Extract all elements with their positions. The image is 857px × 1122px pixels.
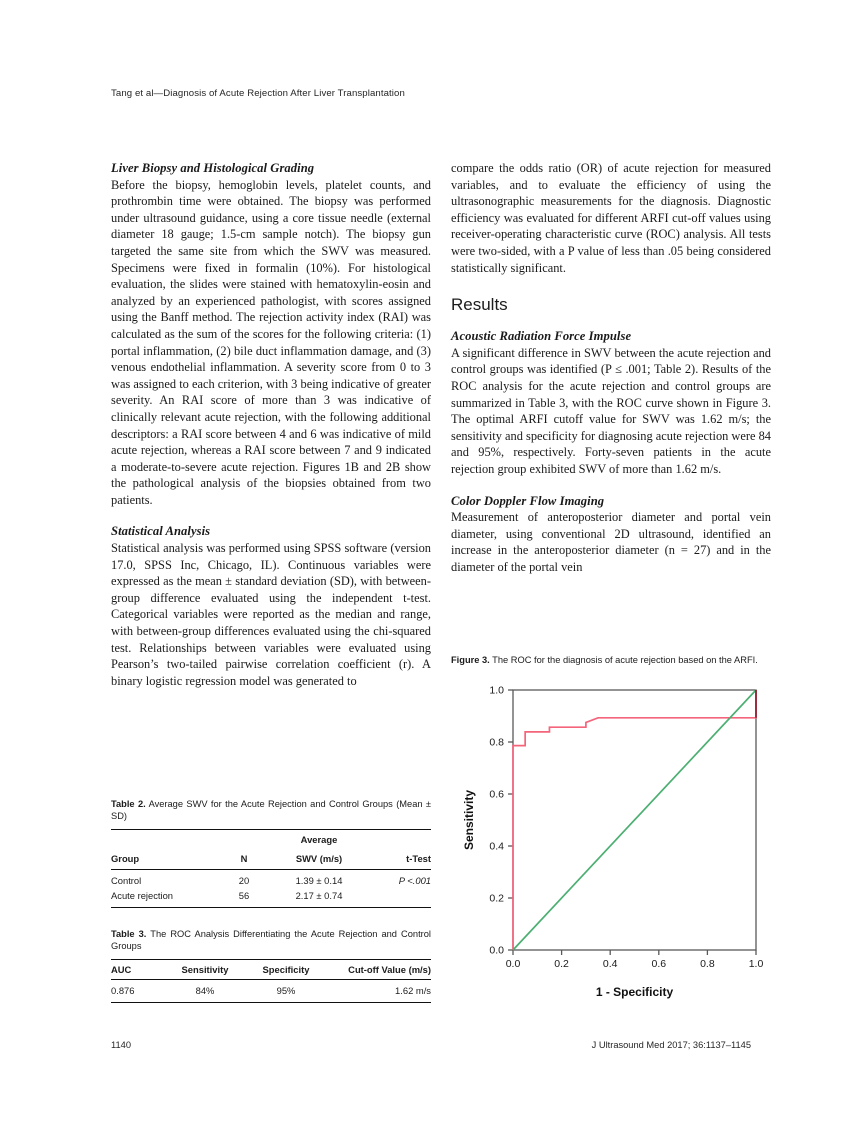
table-3 [111,959,431,1003]
y-tick-label: 1.0 [489,685,504,698]
table-2-caption-text: Average SWV for the Acute Rejection and Control Groups (Mean ± SD) [111,799,432,822]
table-2-r2-swv: 2.17 ± 0.74 [295,890,343,901]
table-2-head [111,829,431,869]
heading-statistical-analysis: Statistical Analysis [111,524,211,539]
table-3-r1-specificity: 95% [276,985,296,997]
table-2-body [111,870,431,908]
table-3-header-auc: AUC [111,963,132,975]
table-3-caption-text: The ROC Analysis Differentiating the Acute Rejection and Control Groups [111,929,431,952]
paragraph-continued: compare the odds ratio (OR) of acute rejection for measured variables, and to evaluate the efficiency of using the ultrasonographic measurements for the diagnosis. Diagnostic efficiency was evaluated for different ARFI cut-off values using receiver-operating characteristic curve (ROC) analysis. All tests were two-sided, with a P value of less than .05 being considered statistically significant. [451,161,771,275]
table-row [111,887,431,908]
figure-3-caption-text: The ROC for the diagnosis of acute rejection based on the ARFI. [489,655,758,665]
table-3-header-row [111,959,431,980]
table-3-caption [111,928,431,953]
x-tick-label: 0.2 [554,958,569,971]
y-axis-label: Sensitivity [462,790,476,851]
heading-results: Results [451,295,508,315]
table-2-r1-ttest: P <.001 [398,875,431,886]
y-tick-label: 0.8 [489,737,504,750]
paragraph-color-doppler: Measurement of anteroposterior diameter and portal vein diameter, using conventional 2D ultrasound, identified an increase in the anteroposterior diameter (n = 27) and in the diameter of the portal vein [451,510,771,574]
table-3-r1-sensitivity: 84% [195,985,215,997]
paragraph-arfi: A significant difference in SWV between the acute rejection and control groups was identified (P ≤ .001; Table 2). Results of the ROC analysis for the acute rejection and control groups are summarized in Table 3, with the ROC curve shown in Figure 3. The optimal ARFI cutoff value for SWV was 1.62 m/s; the sensitivity and specificity for diagnosing acute rejection were 84 and 95%, respectively. Forty-seven patients in the acute rejection group exhibited SWV of more than 1.62 m/s. [451,345,771,476]
table-2-r1-swv: 1.39 ± 0.14 [295,875,343,886]
running-head: Tang et al—Diagnosis of Acute Rejection After Liver Transplantation [111,88,405,99]
heading-acoustic-radiation-force-impulse: Acoustic Radiation Force Impulse [451,329,632,344]
table-2-spanner-average: Average [300,833,338,845]
roc-chart-svg [451,676,771,1006]
x-axis-label: 1 - Specificity [595,985,674,1000]
table-2-spanner-row [111,829,431,849]
x-tick-label: 0.8 [700,958,715,971]
table-2 [111,829,431,908]
table-2-r2-n: 56 [238,890,250,901]
table-3-container [111,928,431,1003]
footer-page-number: 1140 [111,1040,131,1050]
x-tick-label: 0.6 [651,958,667,971]
table-2-spanner-blank-3 [367,829,431,849]
table-3-header-specificity: Specificity [262,963,310,975]
heading-liver-biopsy: Liver Biopsy and Histological Grading [111,161,315,175]
footer-journal-line: J Ultrasound Med 2017; 36:1137–1145 [591,1040,751,1050]
y-tick-label: 0.2 [489,893,504,906]
table-3-head [111,959,431,980]
table-2-caption [111,798,431,823]
figure-3-caption-label: Figure 3. [451,655,490,665]
table-3-r1-cutoff: 1.62 m/s [395,985,431,997]
right-column [451,160,771,575]
left-column [111,160,431,689]
table-2-r1-n: 20 [238,875,250,886]
table-2-caption-label: Table 2. [111,799,146,809]
table-2-r2-ttest [367,887,431,908]
table-3-header-cutoff: Cut-off Value (m/s) [348,963,431,975]
table-2-container [111,798,431,908]
x-tick-label: 0.0 [505,958,521,971]
table-2-header-group: Group [111,853,140,865]
x-tick-label: 0.4 [602,958,618,971]
table-3-header-sensitivity: Sensitivity [181,963,229,975]
table-2-header-row [111,849,431,869]
paragraph-liver-biopsy: Before the biopsy, hemoglobin levels, platelet counts, and prothrombin time were obtained. The biopsy was performed under ultrasound guidance, using a core tissue needle (external diameter 18 gauge; 1.5-cm sample notch). The biopsy gun targeted the same site from which the SWV was measured. Specimens were fixed in formalin (10%). For histological evaluation, the slides were stained with hematoxylin-eosin and analyzed by an experienced pathologist, with scores assigned using the Banff method. The rejection activity index (RAI) was calculated as the sum of the scores for the following criteria: (1) portal inflammation, (2) bile duct inflammation damage, and (3) venous endothelial inflammation. A severity score from 0 to 3 was assigned to each criterion, with 3 being indicative of greater severity. An RAI score of more than 3 was indicative of clinically relevant acute rejection, with the following additional descriptors: a RAI score between 4 and 6 was indicative of mild acute rejection, whereas a RAI score between 7 and 9 indicated a moderate-to-severe acute rejection. Figures 1B and 2B show the pathological analysis of the biopsies obtained from two patients. [111,177,431,507]
table-2-r1-group: Control [111,875,142,886]
figure-3-caption [451,654,771,666]
table-2-spanner-blank-1 [111,829,217,849]
x-tick-label: 1.0 [748,958,764,971]
y-tick-label: 0.0 [489,945,504,958]
table-2-r2-group: Acute rejection [111,890,174,901]
y-tick-label: 0.4 [489,841,504,854]
table-3-body [111,980,431,1003]
table-2-header-swv: SWV (m/s) [295,853,343,865]
y-tick-label: 0.6 [489,789,504,802]
table-3-caption-label: Table 3. [111,929,147,939]
table-2-header-n: N [240,853,248,865]
figure-3-container [451,654,771,1006]
table-2-header-ttest: t-Test [406,853,431,865]
paragraph-statistical-analysis: Statistical analysis was performed using SPSS software (version 17.0, SPSS Inc, Chicago, IL). Continuous variables were expressed as the mean ± standard deviation (SD), with between-group difference evaluated using the independent t-test. Categorical variables were reported as the median and range, with between-group differences evaluated using the chi-squared test. Relationships between variables were evaluated using Pearson’s two-tailed pairwise correlation coefficient (r). A binary logistic regression model was generated to [111,541,431,688]
heading-color-doppler-flow-imaging: Color Doppler Flow Imaging [451,493,605,508]
table-3-r1-auc: 0.876 [111,985,135,997]
table-2-spanner-blank-2 [217,829,271,849]
roc-chart [451,676,771,1006]
table-row [111,870,431,887]
table-row [111,980,431,1003]
